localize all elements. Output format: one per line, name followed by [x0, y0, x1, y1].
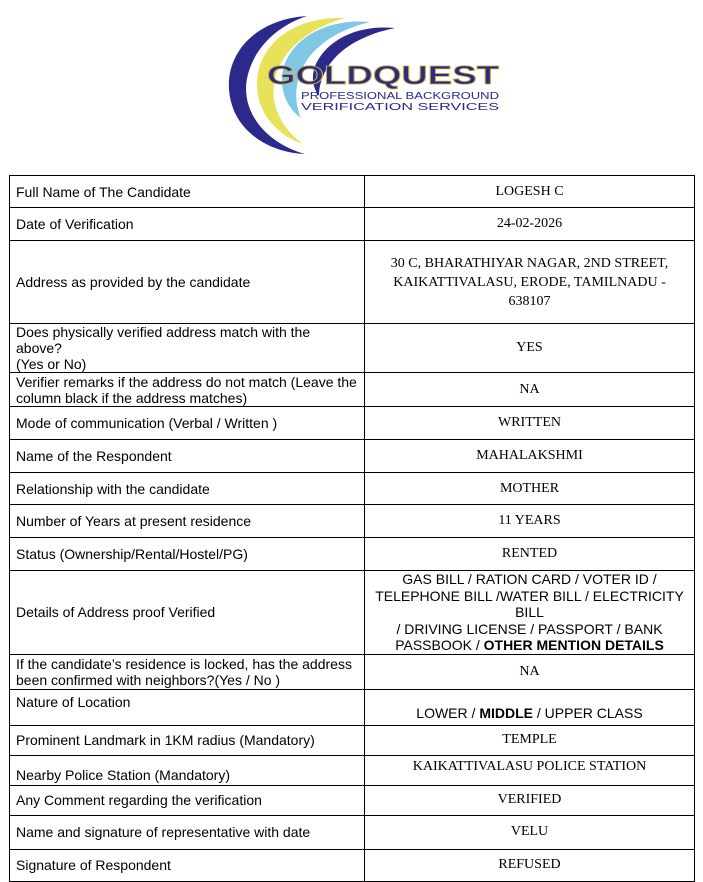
row-value	[365, 241, 695, 324]
row-value: LOGESH C	[365, 176, 695, 208]
table-row	[10, 654, 695, 689]
label-line: Does physically verified address match with the above?	[16, 324, 311, 356]
label-line: Verifier remarks if the address do not match (Leave the	[16, 373, 357, 390]
value-part: / UPPER CLASS	[532, 705, 643, 721]
row-value: MAHALAKSHMI	[365, 440, 695, 473]
row-label: Address as provided by the candidate	[10, 241, 365, 324]
value-line: PASSBOOK /	[395, 637, 484, 653]
row-value: WRITTEN	[365, 407, 695, 440]
value-line: / DRIVING LICENSE / PASSPORT / BANK	[396, 620, 663, 637]
table-row	[10, 571, 695, 655]
table-row	[10, 407, 695, 440]
table-row	[10, 505, 695, 538]
row-value: REFUSED	[365, 849, 695, 881]
row-label: Relationship with the candidate	[10, 473, 365, 505]
row-label: Name of the Respondent	[10, 440, 365, 473]
row-value: 24-02-2026	[365, 208, 695, 241]
row-label: Signature of Respondent	[10, 849, 365, 881]
value-line: KAIKATTIVALASU, ERODE, TAMILNADU - 638107	[393, 274, 666, 309]
row-value: 11 YEARS	[365, 505, 695, 538]
value-highlight: MIDDLE	[479, 705, 533, 721]
label-line: If the candidate’s residence is locked, has the address	[16, 655, 352, 672]
value-highlight: OTHER MENTION DETAILS	[483, 637, 664, 653]
verification-table	[9, 175, 695, 882]
logo-tagline-2: VERIFICATION SERVICES	[301, 101, 499, 113]
row-value: TEMPLE	[365, 725, 695, 755]
row-label	[10, 324, 365, 373]
table-row	[10, 689, 695, 725]
logo-tagline-1: PROFESSIONAL BACKGROUND	[301, 90, 500, 102]
row-value: MOTHER	[365, 473, 695, 505]
table-row	[10, 538, 695, 571]
table-row	[10, 849, 695, 881]
row-label	[10, 373, 365, 407]
table-row	[10, 473, 695, 505]
row-label: Date of Verification	[10, 208, 365, 241]
row-value: RENTED	[365, 538, 695, 571]
value-line: TELEPHONE BILL /WATER BILL / ELECTRICITY BILL	[375, 587, 684, 620]
label-line: (Yes or No)	[16, 356, 87, 372]
goldquest-logo	[195, 8, 515, 158]
row-label: Number of Years at present residence	[10, 505, 365, 538]
table-row	[10, 208, 695, 241]
row-label: Prominent Landmark in 1KM radius (Mandatory)	[10, 725, 365, 755]
table-row	[10, 176, 695, 208]
row-value: VELU	[365, 815, 695, 849]
row-label: Status (Ownership/Rental/Hostel/PG)	[10, 538, 365, 571]
table-row	[10, 324, 695, 373]
value-line: 30 C, BHARATHIYAR NAGAR, 2ND STREET,	[390, 255, 669, 271]
label-line: column black if the address matches)	[16, 389, 248, 406]
row-value: VERIFIED	[365, 785, 695, 815]
table-row	[10, 241, 695, 324]
row-label: Nature of Location	[10, 689, 365, 725]
value-line: GAS BILL / RATION CARD / VOTER ID /	[402, 571, 657, 587]
row-label: Full Name of The Candidate	[10, 176, 365, 208]
table-row	[10, 373, 695, 407]
table-row	[10, 725, 695, 755]
logo-wordmark: GOLDQUEST	[267, 60, 500, 90]
table-row	[10, 785, 695, 815]
row-value: NA	[365, 373, 695, 407]
row-value	[365, 689, 695, 725]
row-value: NA	[365, 654, 695, 689]
value-part: LOWER /	[416, 705, 480, 721]
table-row	[10, 755, 695, 785]
row-label: Mode of communication (Verbal / Written )	[10, 407, 365, 440]
table-row	[10, 440, 695, 473]
table-row	[10, 815, 695, 849]
row-label	[10, 654, 365, 689]
row-value: KAIKATTIVALASU POLICE STATION	[365, 755, 695, 785]
label-line: been confirmed with neighbors?(Yes / No )	[16, 671, 281, 688]
row-value	[365, 571, 695, 655]
row-label: Nearby Police Station (Mandatory)	[10, 755, 365, 785]
row-label: Name and signature of representative with date	[10, 815, 365, 849]
row-value: YES	[365, 324, 695, 373]
row-label: Details of Address proof Verified	[10, 571, 365, 655]
row-label: Any Comment regarding the verification	[10, 785, 365, 815]
